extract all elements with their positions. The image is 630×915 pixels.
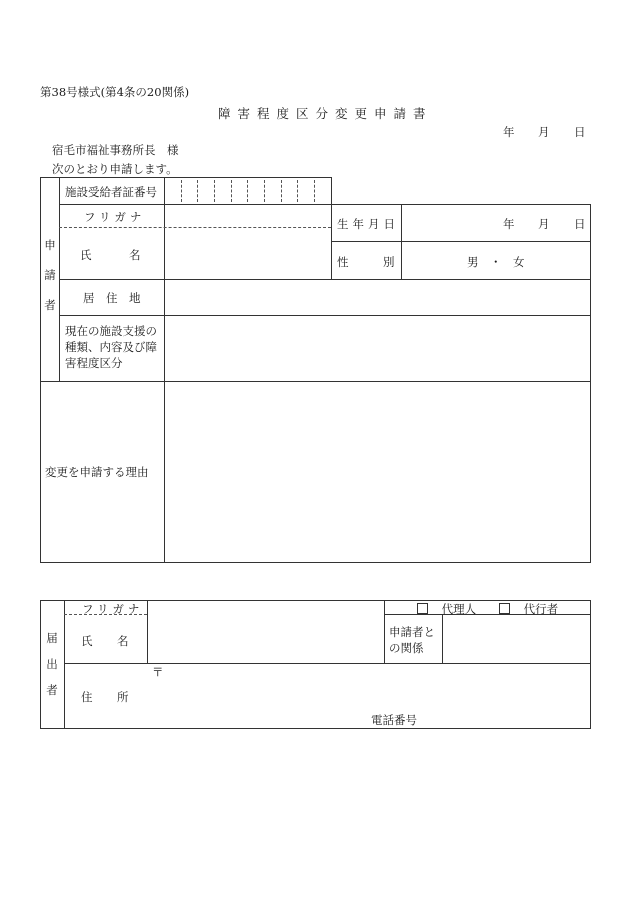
reason-label: 変更を申請する理由 [45,465,149,479]
postal-mark: 〒 [152,665,164,679]
proxy-checkbox[interactable] [417,603,428,614]
form-title: 障害程度区分変更申請書 [218,106,433,121]
agent-checkbox[interactable] [499,603,510,614]
notifier-name-label-1: 氏 [81,634,93,648]
sex-label-1: 性 [337,255,349,269]
date-month-label: 月 [538,125,550,139]
notifier-side-label: 届 出 者 [46,631,58,697]
applicant-name-label-1: 氏 [80,248,92,262]
agent-label: 代行者 [523,602,559,616]
current-support-field[interactable] [166,317,589,380]
form-number: 第38号様式(第4条の20関係) [40,85,190,99]
relation-field[interactable] [444,616,589,662]
birth-year-label: 年 [503,217,515,231]
proxy-label: 代理人 [441,602,477,616]
notifier-address-label-2: 所 [117,690,129,704]
current-support-label: 現在の施設支援の 種類、内容及び障 害程度区分 [65,324,157,370]
applicant-name-field[interactable] [166,229,329,278]
notifier-address-field[interactable] [166,665,589,709]
phone-label: 電話番号 [371,713,417,727]
agent-option[interactable] [499,601,558,617]
notifier-furigana-field[interactable] [149,602,382,613]
proxy-option[interactable] [417,601,476,617]
cert-number-label: 施設受給者証番号 [65,185,157,199]
date-day-label: 日 [574,125,586,139]
residence-label: 居 住 地 [83,291,141,305]
notifier-furigana-label: フリガナ [82,602,144,616]
reason-field[interactable] [166,383,589,561]
applicant-furigana-field[interactable] [166,206,329,226]
phone-field[interactable] [425,710,589,727]
addressee: 宿毛市福祉事務所長 様 [52,143,179,157]
notifier-name-field[interactable] [149,616,382,662]
applicant-side-label: 申 請 者 [44,238,56,312]
birth-day-label: 日 [574,217,586,231]
birth-month-label: 月 [538,217,550,231]
sex-label-2: 別 [383,255,395,269]
birthdate-label: 生年月日 [337,217,399,231]
notifier-address-label-1: 住 [81,690,93,704]
notifier-name-label-2: 名 [117,634,129,648]
birthdate-field[interactable] [403,206,589,240]
relation-label: 申請者と の関係 [389,625,435,655]
intro-text: 次のとおり申請します。 [52,162,178,176]
sex-options[interactable]: 男 ・ 女 [467,255,525,269]
date-year-label: 年 [503,125,515,139]
applicant-name-label-2: 名 [129,248,141,262]
applicant-furigana-label: フリガナ [84,210,146,224]
residence-field[interactable] [166,281,589,314]
